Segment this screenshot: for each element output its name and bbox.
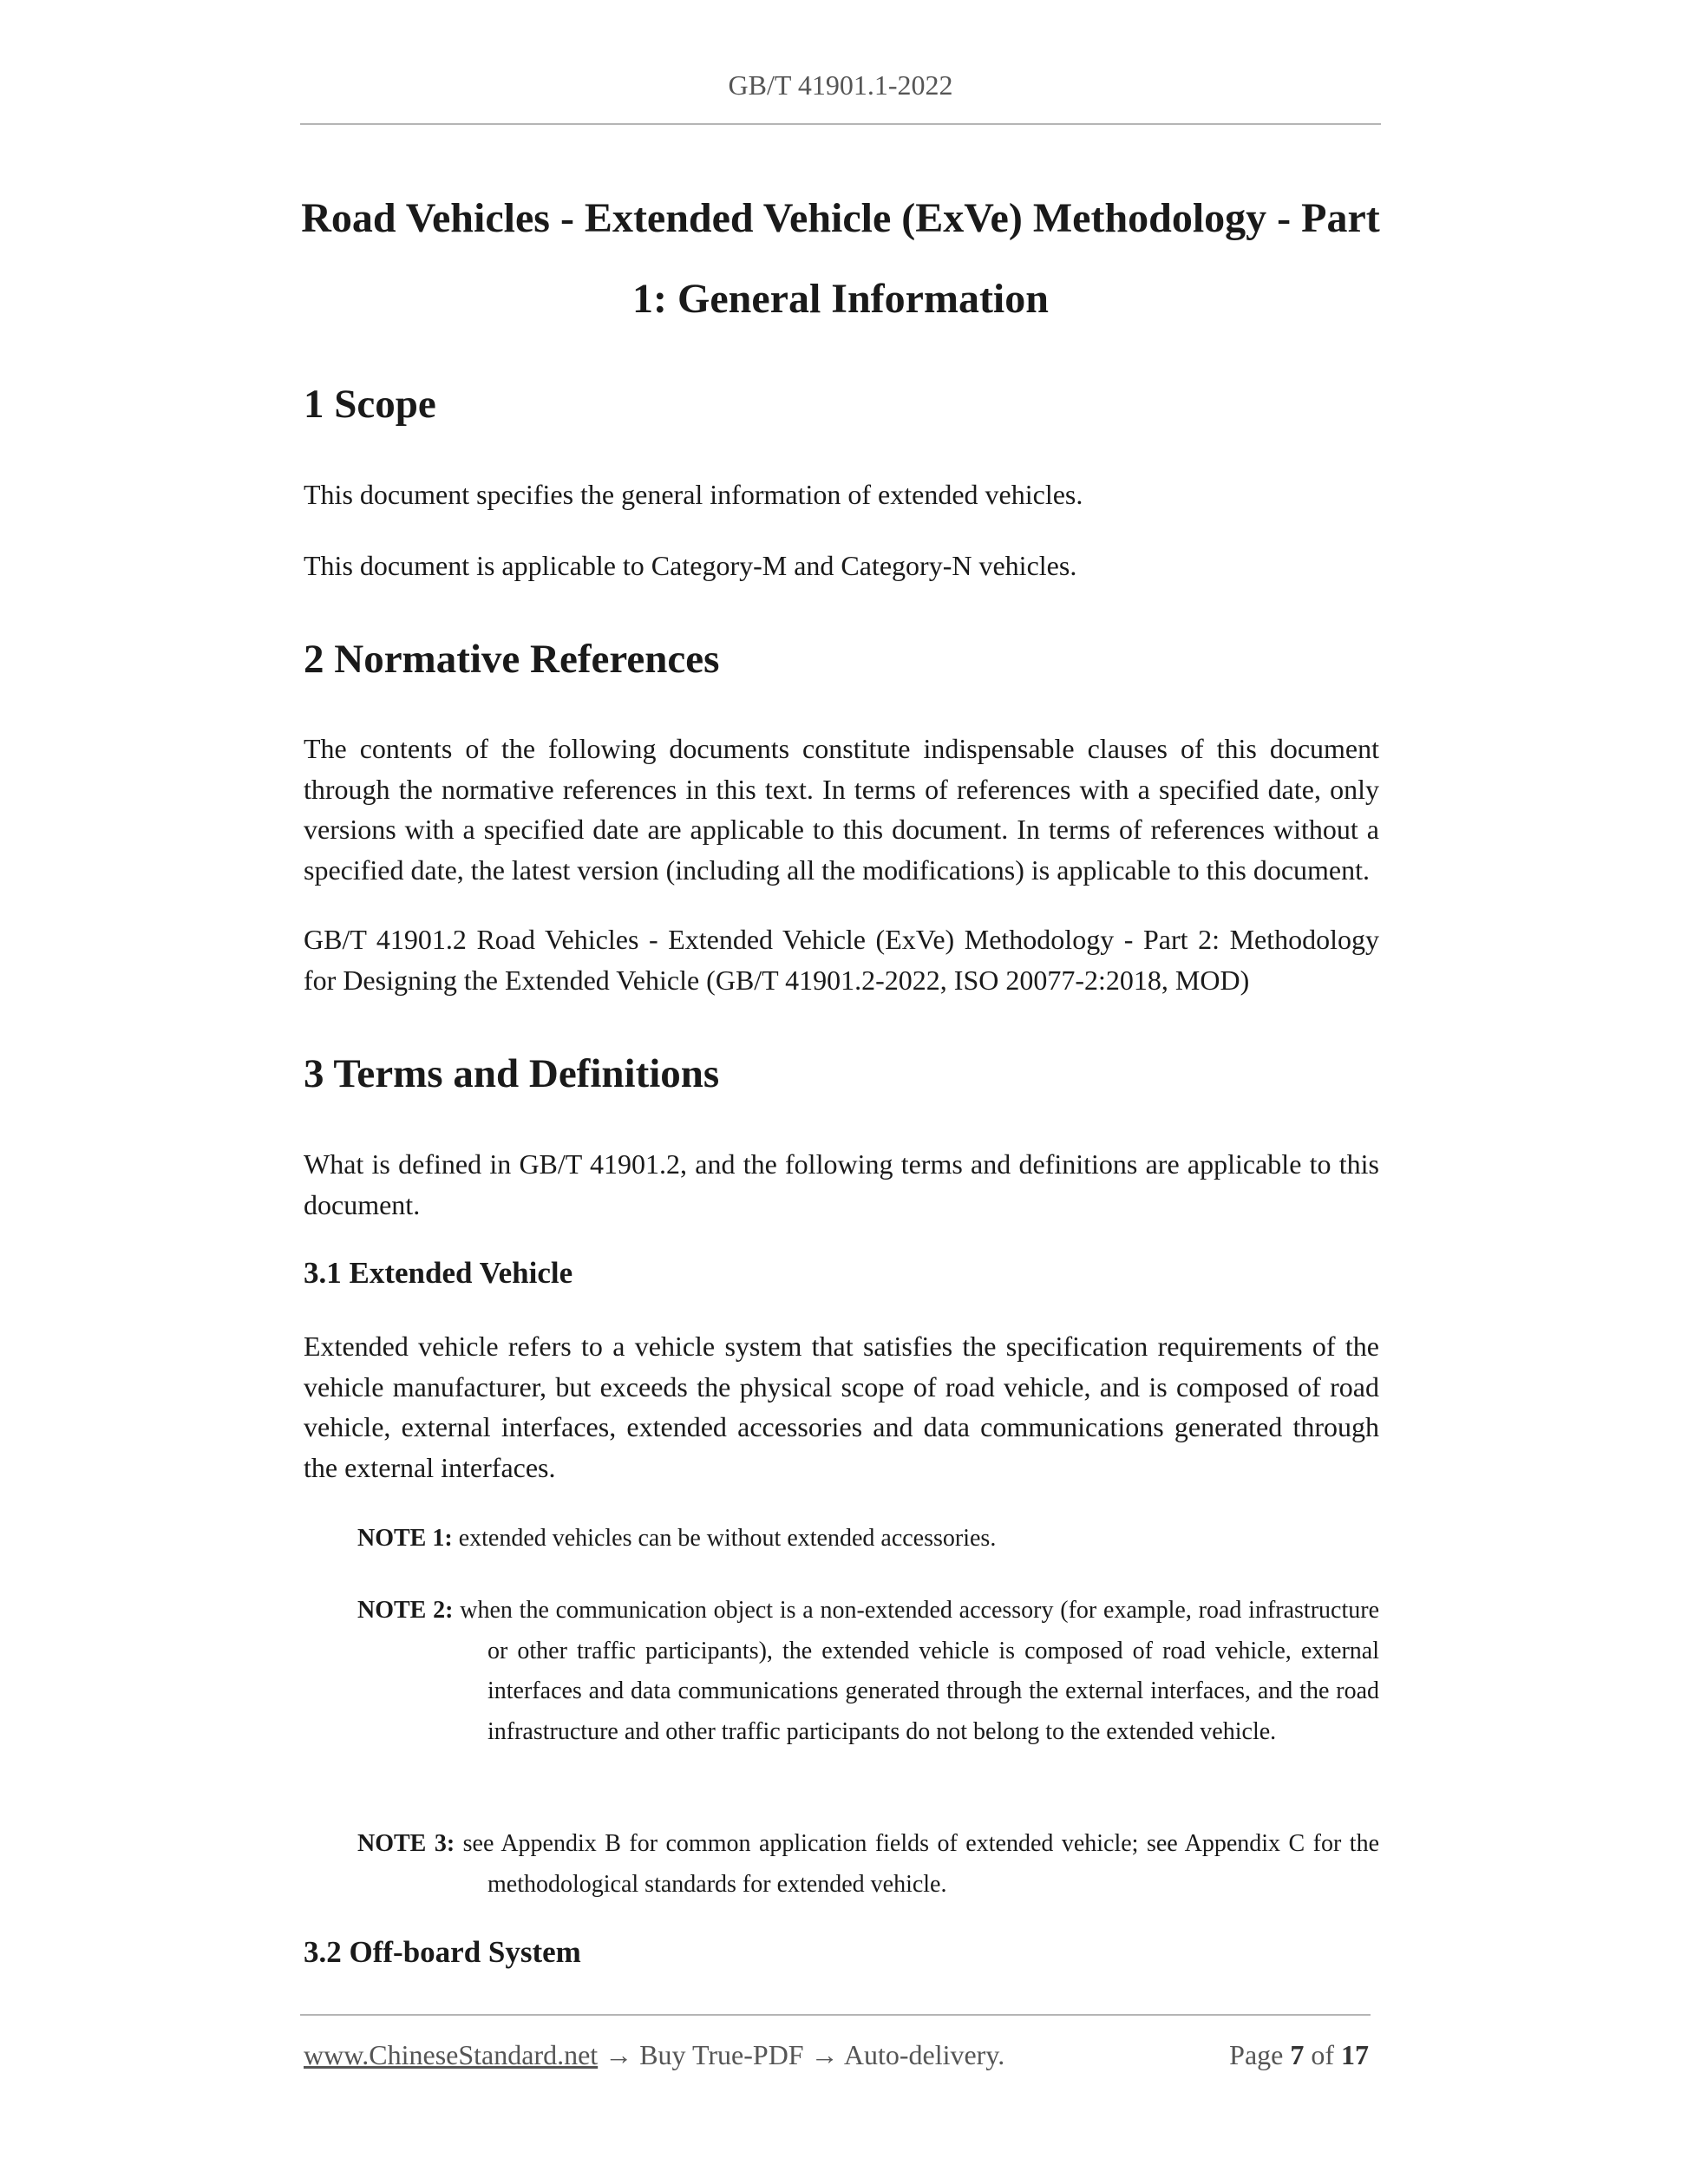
page-total: 17 bbox=[1341, 2039, 1369, 2070]
scope-paragraph-2: This document is applicable to Category-M and Category-N vehicles. bbox=[304, 550, 1077, 581]
section-heading-terms-definitions: 3 Terms and Definitions bbox=[304, 1051, 720, 1096]
extended-vehicle-definition: Extended vehicle refers to a vehicle system that satisfies the specification requirements of the vehicle manufacturer, but exceeds the physical scope of road vehicle, and is composed of road vehicle, external interfaces, extended accessories and data communications generated through the external interfaces. bbox=[304, 1331, 1379, 1483]
page-current: 7 bbox=[1290, 2039, 1305, 2070]
scope-paragraph-1: This document specifies the general information of extended vehicles. bbox=[304, 479, 1083, 510]
of-word: of bbox=[1311, 2039, 1334, 2070]
normative-paragraph-1: The contents of the following documents constitute indispensable clauses of this document through the normative references in this text. In terms of references with a specified date, only versions with a specified date are applicable to this document. In terms of references without a specified date, the latest version (including all the modifications) is applicable to this document. bbox=[304, 733, 1379, 886]
note-item bbox=[357, 1824, 1379, 1905]
normative-reference-entry: GB/T 41901.2 Road Vehicles - Extended Vehicle (ExVe) Methodology - Part 2: Methodology for Designing the Extended Vehicle (GB/T 41901.2-2022, ISO 20077-2:2018, MOD) bbox=[304, 924, 1379, 996]
note-label: NOTE 3: bbox=[357, 1830, 455, 1857]
terms-intro-paragraph: What is defined in GB/T 41901.2, and the following terms and definitions are applicable to this document. bbox=[304, 1148, 1379, 1220]
note-text: extended vehicles can be without extended accessories. bbox=[458, 1525, 997, 1552]
note-label: NOTE 2: bbox=[357, 1597, 454, 1624]
section-heading-scope: 1 Scope bbox=[304, 382, 436, 427]
website-link[interactable]: www.ChineseStandard.net bbox=[304, 2039, 599, 2070]
note-item bbox=[357, 1591, 1379, 1752]
note-text: see Appendix B for common application fields of extended vehicle; see Appendix C for the methodological standards for extended vehicle. bbox=[462, 1830, 1379, 1898]
footer-promo-text: → Buy True-PDF → Auto-delivery. bbox=[605, 2039, 1005, 2070]
header-divider bbox=[300, 123, 1381, 125]
subsection-heading-off-board-system: 3.2 Off-board System bbox=[304, 1935, 581, 1969]
section-heading-normative-references: 2 Normative References bbox=[304, 637, 720, 682]
note-label: NOTE 1: bbox=[357, 1525, 453, 1552]
document-title-line1: Road Vehicles - Extended Vehicle (ExVe) Methodology - Part bbox=[301, 195, 1380, 241]
document-title-line2: 1: General Information bbox=[632, 276, 1049, 322]
note-item bbox=[357, 1519, 1379, 1560]
document-title bbox=[300, 178, 1381, 339]
page-word: Page bbox=[1229, 2039, 1284, 2070]
page-header-standard-code: GB/T 41901.1-2022 bbox=[728, 69, 953, 101]
page-number bbox=[1229, 2035, 1369, 2075]
subsection-heading-extended-vehicle: 3.1 Extended Vehicle bbox=[304, 1256, 573, 1290]
note-text: when the communication object is a non-extended accessory (for example, road infrastructure or other traffic participants), the extended vehicle is composed of road vehicle, external interfaces and data communications generated through the external interfaces, and the road infrastructure and other traffic participants do not belong to the extended vehicle. bbox=[460, 1597, 1379, 1745]
footer-divider bbox=[300, 2014, 1371, 2016]
footer-promo bbox=[304, 2035, 1004, 2075]
